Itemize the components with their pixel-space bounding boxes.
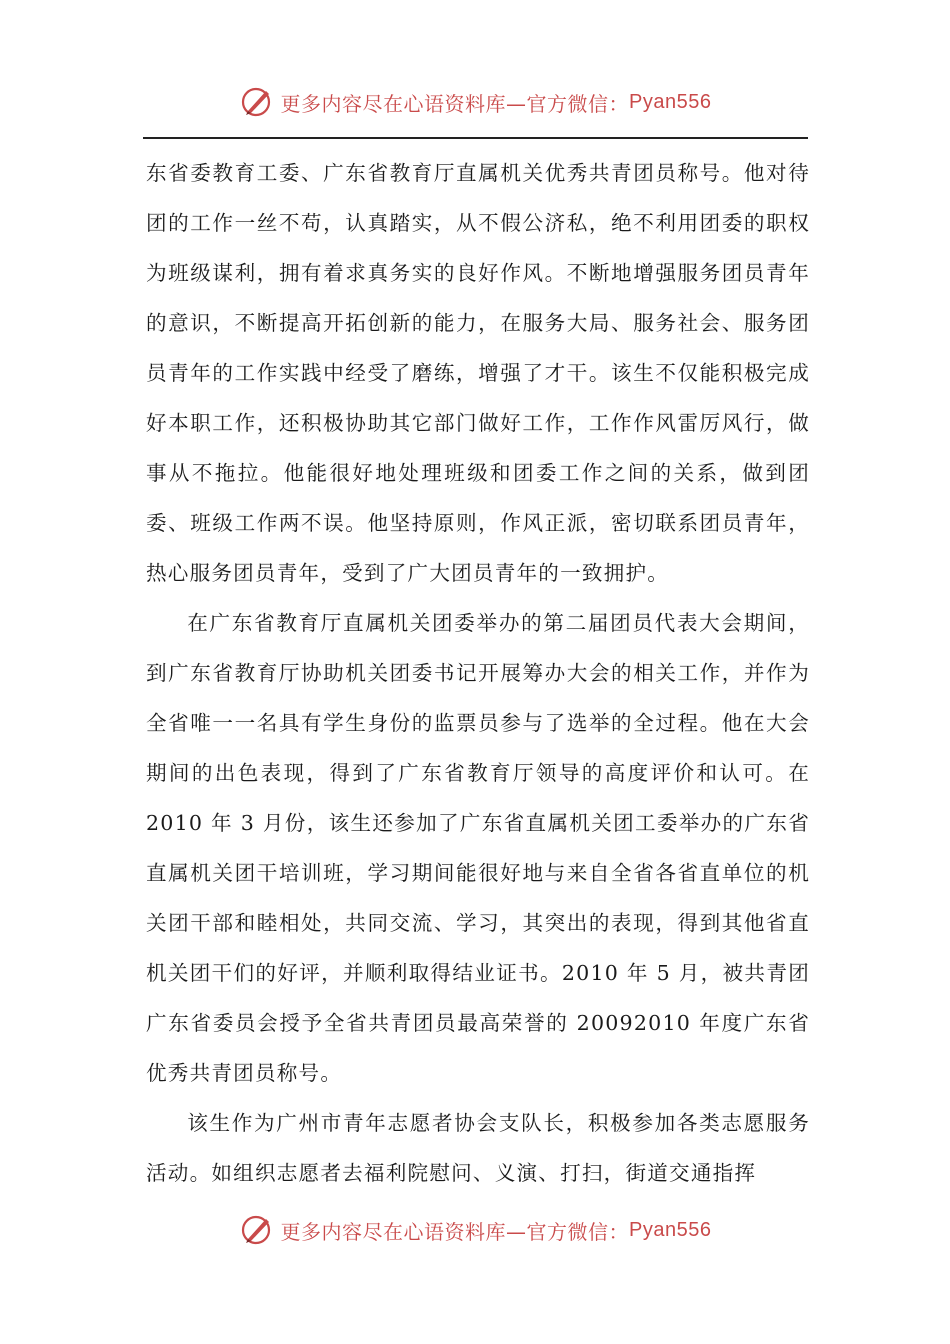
footer-banner-text: 更多内容尽在心语资料库—官方微信： bbox=[280, 1219, 630, 1244]
paragraph-1: 东省委教育工委、广东省教育厅直属机关优秀共青团员称号。他对待团的工作一丝不苟，认真踏实，从不假公济私，绝不利用团委的职权为班级谋利，拥有着求真务实的良好作风。不断地增强服务团员青年的意识，不断提高开拓创新的能力，在服务大局、服务社会、服务团员青年的工作实践中经受了磨练，增强了才干。该生不仅能积极完成好本职工作，还积极协助其它部门做好工作，工作作风雷厉风行，做事从不拖拉。他能很好地处理班级和团委工作之间的关系，做到团委、班级工作两不误。他坚持原则，作风正派，密切联系团员青年，热心服务团员青年，受到了广大团员青年的一致拥护。 bbox=[146, 161, 810, 585]
footer-wechat-id: Pyan556 bbox=[629, 1218, 712, 1241]
header-banner bbox=[0, 82, 950, 122]
pen-logo-icon bbox=[239, 84, 275, 120]
footer-banner bbox=[0, 1210, 950, 1250]
document-body bbox=[146, 148, 810, 1198]
pen-logo-icon bbox=[239, 1212, 275, 1248]
paragraph-3: 该生作为广州市青年志愿者协会支队长，积极参加各类志愿服务活动。如组织志愿者去福利院慰问、义演、打扫，街道交通指挥 bbox=[146, 1111, 810, 1185]
header-divider bbox=[143, 137, 808, 139]
header-wechat-id: Pyan556 bbox=[629, 90, 712, 113]
paragraph-2: 在广东省教育厅直属机关团委举办的第二届团员代表大会期间，到广东省教育厅协助机关团委书记开展筹办大会的相关工作，并作为全省唯一一名具有学生身份的监票员参与了选举的全过程。他在大会期间的出色表现，得到了广东省教育厅领导的高度评价和认可。在 2010 年 3 月份，该生还参加了广东省直属机关团工委举办的广东省直属机关团干培训班，学习期间能很好地与来自全省各省直单位的机关团干部和睦相处，共同交流、学习，其突出的表现，得到其他省直机关团干们的好评，并顺利取得结业证书。2010 年 5 月，被共青团广东省委员会授予全省共青团员最高荣誉的 20092010 年度广东省优秀共青团员称号。 bbox=[146, 611, 810, 1085]
header-banner-text: 更多内容尽在心语资料库—官方微信： bbox=[280, 91, 630, 116]
